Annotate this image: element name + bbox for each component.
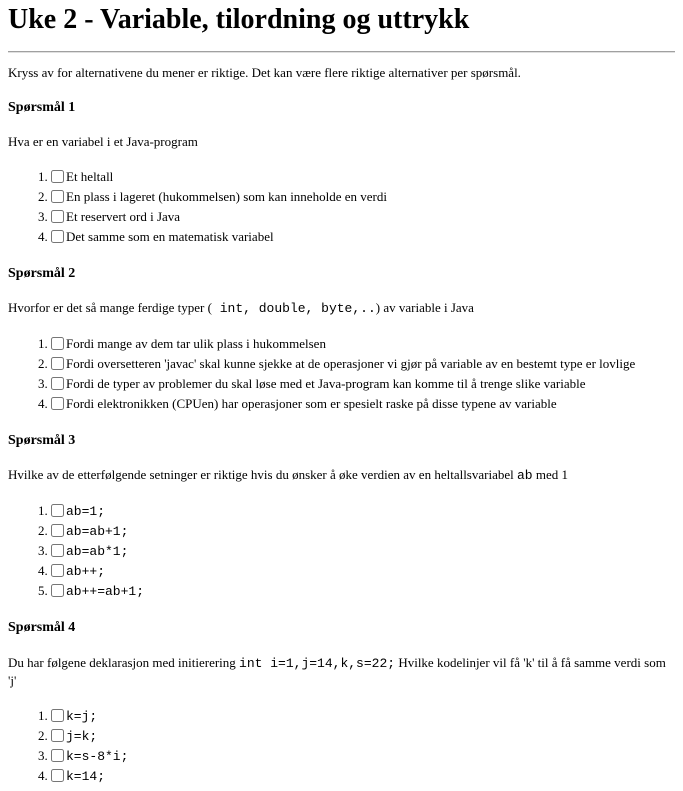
question-3 [8,432,675,601]
option-checkbox[interactable] [51,337,64,350]
option-checkbox[interactable] [51,230,64,243]
option-checkbox[interactable] [51,524,64,537]
option-checkbox[interactable] [51,377,64,390]
option-label: En plass i lageret (hukommelsen) som kan inneholde en verdi [66,189,387,204]
option-checkbox[interactable] [51,357,64,370]
option-list [8,706,675,786]
question-code: int, double, byte,.. [211,301,376,316]
option-checkbox[interactable] [51,397,64,410]
option-label: Fordi elektronikken (CPUen) har operasjoner som er spesielt raske på disse typene av variable [66,396,557,411]
option-checkbox[interactable] [51,170,64,183]
option-label: Fordi mange av dem tar ulik plass i hukommelsen [66,336,326,351]
list-item [51,766,675,786]
list-item [51,501,675,521]
question-text [8,654,675,689]
question-text-before: Hvorfor er det så mange ferdige typer ( [8,300,212,315]
question-heading: Spørsmål 2 [8,266,76,281]
option-label: k=s-8*i; [66,749,129,764]
list-item [51,374,675,394]
option-checkbox[interactable] [51,504,64,517]
option-label: ab=1; [66,504,106,519]
list-item [51,187,675,207]
option-label: ab=ab*1; [66,544,129,559]
question-code: ab [516,468,533,483]
question-heading: Spørsmål 1 [8,100,76,115]
divider [8,51,675,53]
list-item [51,726,675,746]
list-item [51,167,675,187]
page-title: Uke 2 - Variable, tilordning og uttrykk [8,4,470,35]
option-label: ab++=ab+1; [66,584,145,599]
option-label: Fordi de typer av problemer du skal løse med et Java-program kan komme til å trenge slike variable [66,376,586,391]
option-checkbox[interactable] [51,190,64,203]
question-text-after: ) av variable i Java [375,300,474,315]
list-item [51,334,675,354]
option-label: ab++; [66,564,106,579]
option-label: ab=ab+1; [66,524,129,539]
list-item [51,394,675,414]
list-item [51,581,675,601]
option-checkbox[interactable] [51,584,64,597]
option-label: k=14; [66,769,106,784]
option-checkbox[interactable] [51,769,64,782]
question-text [8,467,675,484]
option-label: Det samme som en matematisk variabel [66,229,274,244]
option-list [8,501,675,601]
question-1 [8,99,675,247]
list-item [51,561,675,581]
question-text-before: Hvilke av de etterfølgende setninger er riktige hvis du ønsker å øke verdien av en heltallsvariabel [8,467,517,482]
question-text: Hva er en variabel i et Java-program [8,134,198,149]
list-item [51,746,675,766]
option-label: j=k; [66,729,98,744]
question-4 [8,619,675,786]
list-item [51,541,675,561]
question-code: int i=1,j=14,k,s=22; [239,656,396,671]
question-heading: Spørsmål 3 [8,433,76,448]
question-text-after: Hvilke kodelinjer vil få 'k' til å få samme verdi som 'j' [8,655,666,688]
question-text-after: med 1 [532,467,568,482]
list-item [51,354,675,374]
option-checkbox[interactable] [51,544,64,557]
option-list [8,167,675,247]
question-text-before: Du har følgene deklarasjon med initierering [8,655,240,670]
option-checkbox[interactable] [51,564,64,577]
option-checkbox[interactable] [51,729,64,742]
option-checkbox[interactable] [51,210,64,223]
option-list [8,334,675,414]
list-item [51,706,675,726]
option-checkbox[interactable] [51,709,64,722]
question-text [8,300,675,317]
option-label: Et reservert ord i Java [66,209,181,224]
list-item [51,521,675,541]
option-checkbox[interactable] [51,749,64,762]
list-item [51,207,675,227]
question-heading: Spørsmål 4 [8,620,76,635]
question-2 [8,265,675,414]
intro-text: Kryss av for alternativene du mener er riktige. Det kan være flere riktige alternativer per spørsmål. [8,65,521,80]
list-item [51,227,675,247]
option-label: Et heltall [66,169,114,184]
option-label: k=j; [66,709,98,724]
option-label: Fordi oversetteren 'javac' skal kunne sjekke at de operasjoner vi gjør på variable av en bestemt type er lovlige [66,356,636,371]
